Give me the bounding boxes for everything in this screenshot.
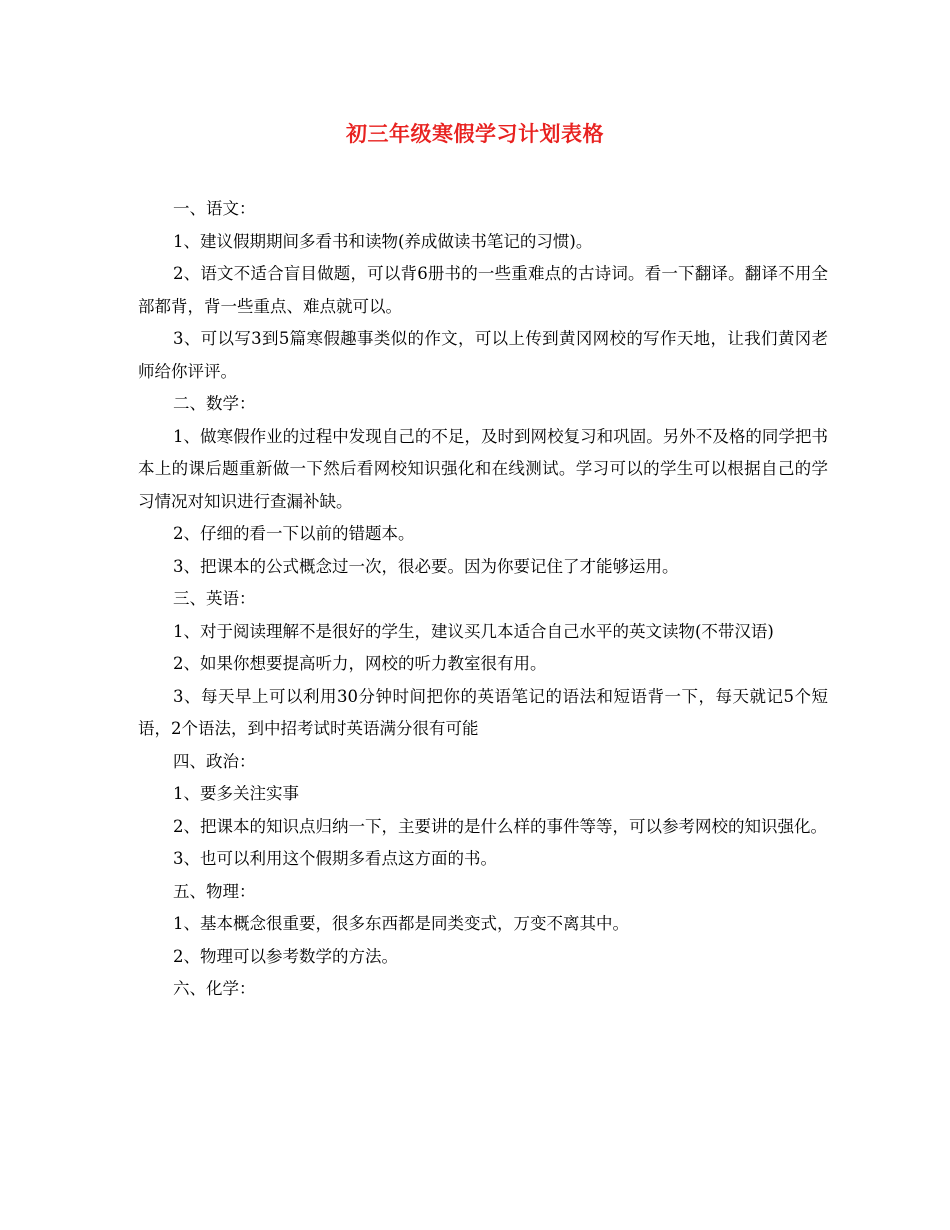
- section-heading-math: 二、数学：: [173, 394, 256, 413]
- paragraph: 2、如果你想要提高听力，网校的听力教室很有用。: [173, 654, 547, 673]
- paragraph: 1、对于阅读理解不是很好的学生，建议买几本适合自己水平的英文读物(不带汉语): [173, 621, 774, 641]
- paragraph: 2、把课本的知识点归纳一下，主要讲的是什么样的事件等等，可以参考网校的知识强化。: [173, 816, 827, 836]
- paragraph: 3、也可以利用这个假期多看点这方面的书。: [173, 849, 497, 868]
- section-heading-chinese: 一、语文：: [173, 199, 256, 218]
- paragraph: 1、做寒假作业的过程中发现自己的不足，及时到网校复习和巩固。另外不及格的同学把书本上的课后题重新做一下然后看网校知识强化和在线测试。学习可以的学生可以根据自己的学习情况对知识进行查漏补缺。: [138, 426, 828, 511]
- paragraph: 1、要多关注实事: [173, 784, 299, 803]
- paragraph: 2、物理可以参考数学的方法。: [173, 946, 398, 966]
- paragraph: 3、可以写3到5篇寒假趣事类似的作文，可以上传到黄冈网校的写作天地，让我们黄冈老师给你评评。: [138, 329, 828, 381]
- paragraph: 3、每天早上可以利用30分钟时间把你的英语笔记的语法和短语背一下，每天就记5个短语，2个语法，到中招考试时英语满分很有可能: [138, 686, 828, 738]
- section-heading-politics: 四、政治：: [173, 751, 256, 771]
- paragraph: 1、基本概念很重要，很多东西都是同类变式，万变不离其中。: [173, 914, 629, 933]
- paragraph: 3、把课本的公式概念过一次，很必要。因为你要记住了才能够运用。: [173, 556, 679, 576]
- paragraph: 2、语文不适合盲目做题，可以背6册书的一些重难点的古诗词。看一下翻译。翻译不用全部都背，背一些重点、难点就可以。: [138, 264, 828, 316]
- paragraph: 2、仔细的看一下以前的错题本。: [173, 524, 415, 543]
- section-heading-english: 三、英语：: [173, 589, 256, 608]
- section-heading-physics: 五、物理：: [173, 881, 256, 901]
- document-title: 初三年级寒假学习计划表格: [346, 122, 604, 146]
- document-body: [138, 193, 828, 1006]
- paragraph: 1、建议假期期间多看书和读物(养成做读书笔记的习惯)。: [173, 231, 593, 251]
- section-heading-chemistry: 六、化学：: [173, 979, 256, 998]
